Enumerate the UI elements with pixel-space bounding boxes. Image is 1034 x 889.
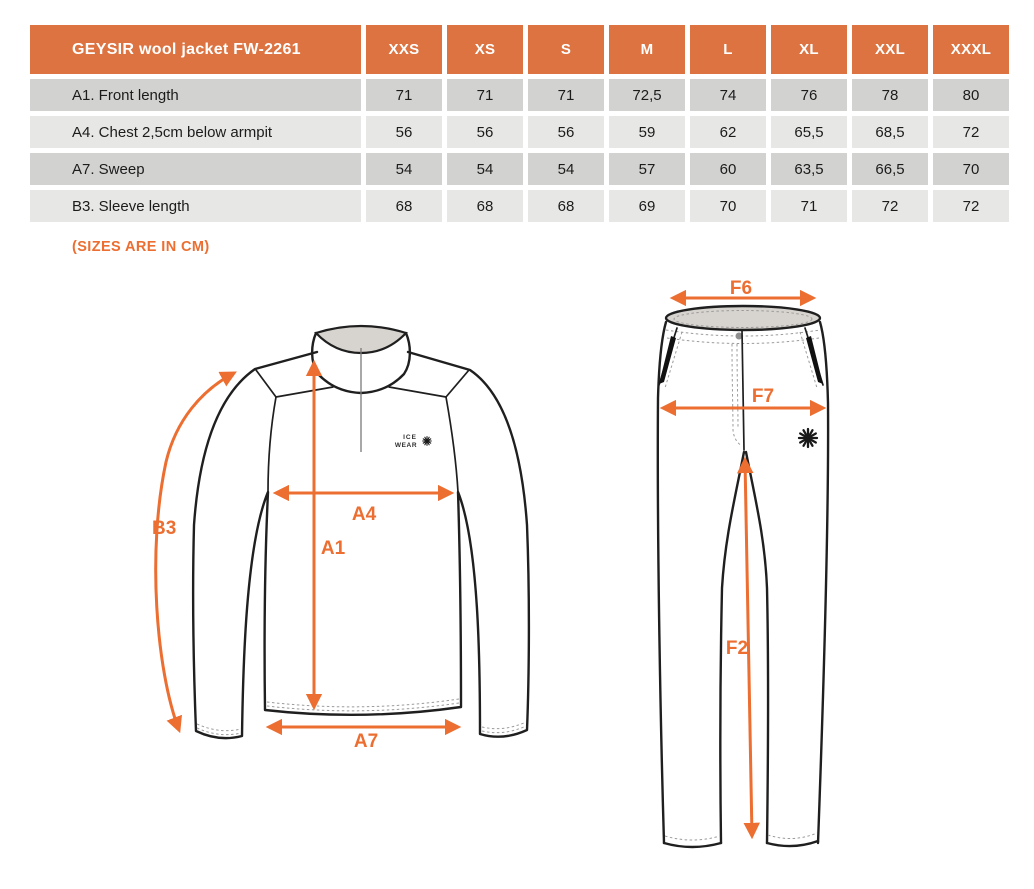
leg-snowflake-icon <box>799 429 817 447</box>
value-cell: 59 <box>609 116 685 148</box>
value-cell: 71 <box>447 79 523 111</box>
value-cell: 78 <box>852 79 928 111</box>
value-cell: 68 <box>447 190 523 222</box>
row-label-cell: B3. Sleeve length <box>30 190 361 222</box>
left-leg-outer <box>658 322 666 843</box>
units-note: (SIZES ARE IN CM) <box>72 239 210 255</box>
hip-measure-label: F7 <box>751 386 775 407</box>
header-size-cell: XL <box>771 25 847 74</box>
value-cell: 56 <box>528 116 604 148</box>
right-raglan-seam <box>446 397 458 492</box>
value-cell: 54 <box>528 153 604 185</box>
size-chart-table <box>30 25 1009 222</box>
value-cell: 68 <box>528 190 604 222</box>
right-cuff-stitch <box>482 722 526 729</box>
left-cuff-stitch <box>197 724 241 731</box>
value-cell: 54 <box>447 153 523 185</box>
chest-measure-label: A4 <box>351 504 377 525</box>
header-size-cell: XS <box>447 25 523 74</box>
value-cell: 80 <box>933 79 1009 111</box>
pants-diagram <box>635 278 845 868</box>
waist-opening <box>666 306 820 330</box>
value-cell: 56 <box>447 116 523 148</box>
hem-stitch <box>267 699 459 707</box>
right-cuff-stitch <box>768 833 817 839</box>
value-cell: 70 <box>690 190 766 222</box>
inseam-measure-label: F2 <box>725 638 749 659</box>
header-size-cell: XXXL <box>933 25 1009 74</box>
value-cell: 72,5 <box>609 79 685 111</box>
left-raglan-seam <box>268 397 276 492</box>
value-cell: 60 <box>690 153 766 185</box>
value-cell: 68,5 <box>852 116 928 148</box>
value-cell: 69 <box>609 190 685 222</box>
value-cell: 63,5 <box>771 153 847 185</box>
center-front-seam <box>742 330 744 450</box>
value-cell: 68 <box>366 190 442 222</box>
left-shoulder-seam <box>256 370 276 397</box>
logo-text-ice: ICE <box>403 434 417 441</box>
waist-measure-label: F6 <box>729 278 753 299</box>
left-cuff <box>664 843 721 847</box>
value-cell: 65,5 <box>771 116 847 148</box>
right-yoke-seam <box>389 387 446 397</box>
value-cell: 76 <box>771 79 847 111</box>
value-cell: 62 <box>690 116 766 148</box>
front-length-measure-label: A1 <box>320 538 346 559</box>
right-cuff-stitch <box>482 726 526 733</box>
right-pocket-accent <box>806 336 823 384</box>
right-shoulder-seam <box>446 370 469 397</box>
header-size-cell: XXS <box>366 25 442 74</box>
sweep-measure-label: A7 <box>353 731 379 750</box>
header-size-cell: M <box>609 25 685 74</box>
jacket-diagram <box>130 300 540 750</box>
row-label-cell: A7. Sweep <box>30 153 361 185</box>
value-cell: 66,5 <box>852 153 928 185</box>
right-leg-outer <box>818 322 828 843</box>
header-product-cell: GEYSIR wool jacket FW-2261 <box>30 25 361 74</box>
value-cell: 54 <box>366 153 442 185</box>
value-cell: 57 <box>609 153 685 185</box>
logo-text-wear: WEAR <box>394 442 418 449</box>
value-cell: 56 <box>366 116 442 148</box>
left-yoke-seam <box>276 387 333 397</box>
value-cell: 74 <box>690 79 766 111</box>
left-cuff-stitch <box>665 836 720 840</box>
right-cuff <box>767 841 818 846</box>
value-cell: 72 <box>933 116 1009 148</box>
sleeve-measure-label: B3 <box>152 518 177 539</box>
value-cell: 71 <box>366 79 442 111</box>
header-size-cell: S <box>528 25 604 74</box>
row-label-cell: A1. Front length <box>30 79 361 111</box>
value-cell: 72 <box>933 190 1009 222</box>
header-size-cell: L <box>690 25 766 74</box>
value-cell: 70 <box>933 153 1009 185</box>
value-cell: 72 <box>852 190 928 222</box>
fly-stitch <box>737 344 738 428</box>
header-size-cell: XXL <box>852 25 928 74</box>
row-label-cell: A4. Chest 2,5cm below armpit <box>30 116 361 148</box>
value-cell: 71 <box>528 79 604 111</box>
value-cell: 71 <box>771 190 847 222</box>
logo-snowflake-icon <box>423 437 432 446</box>
